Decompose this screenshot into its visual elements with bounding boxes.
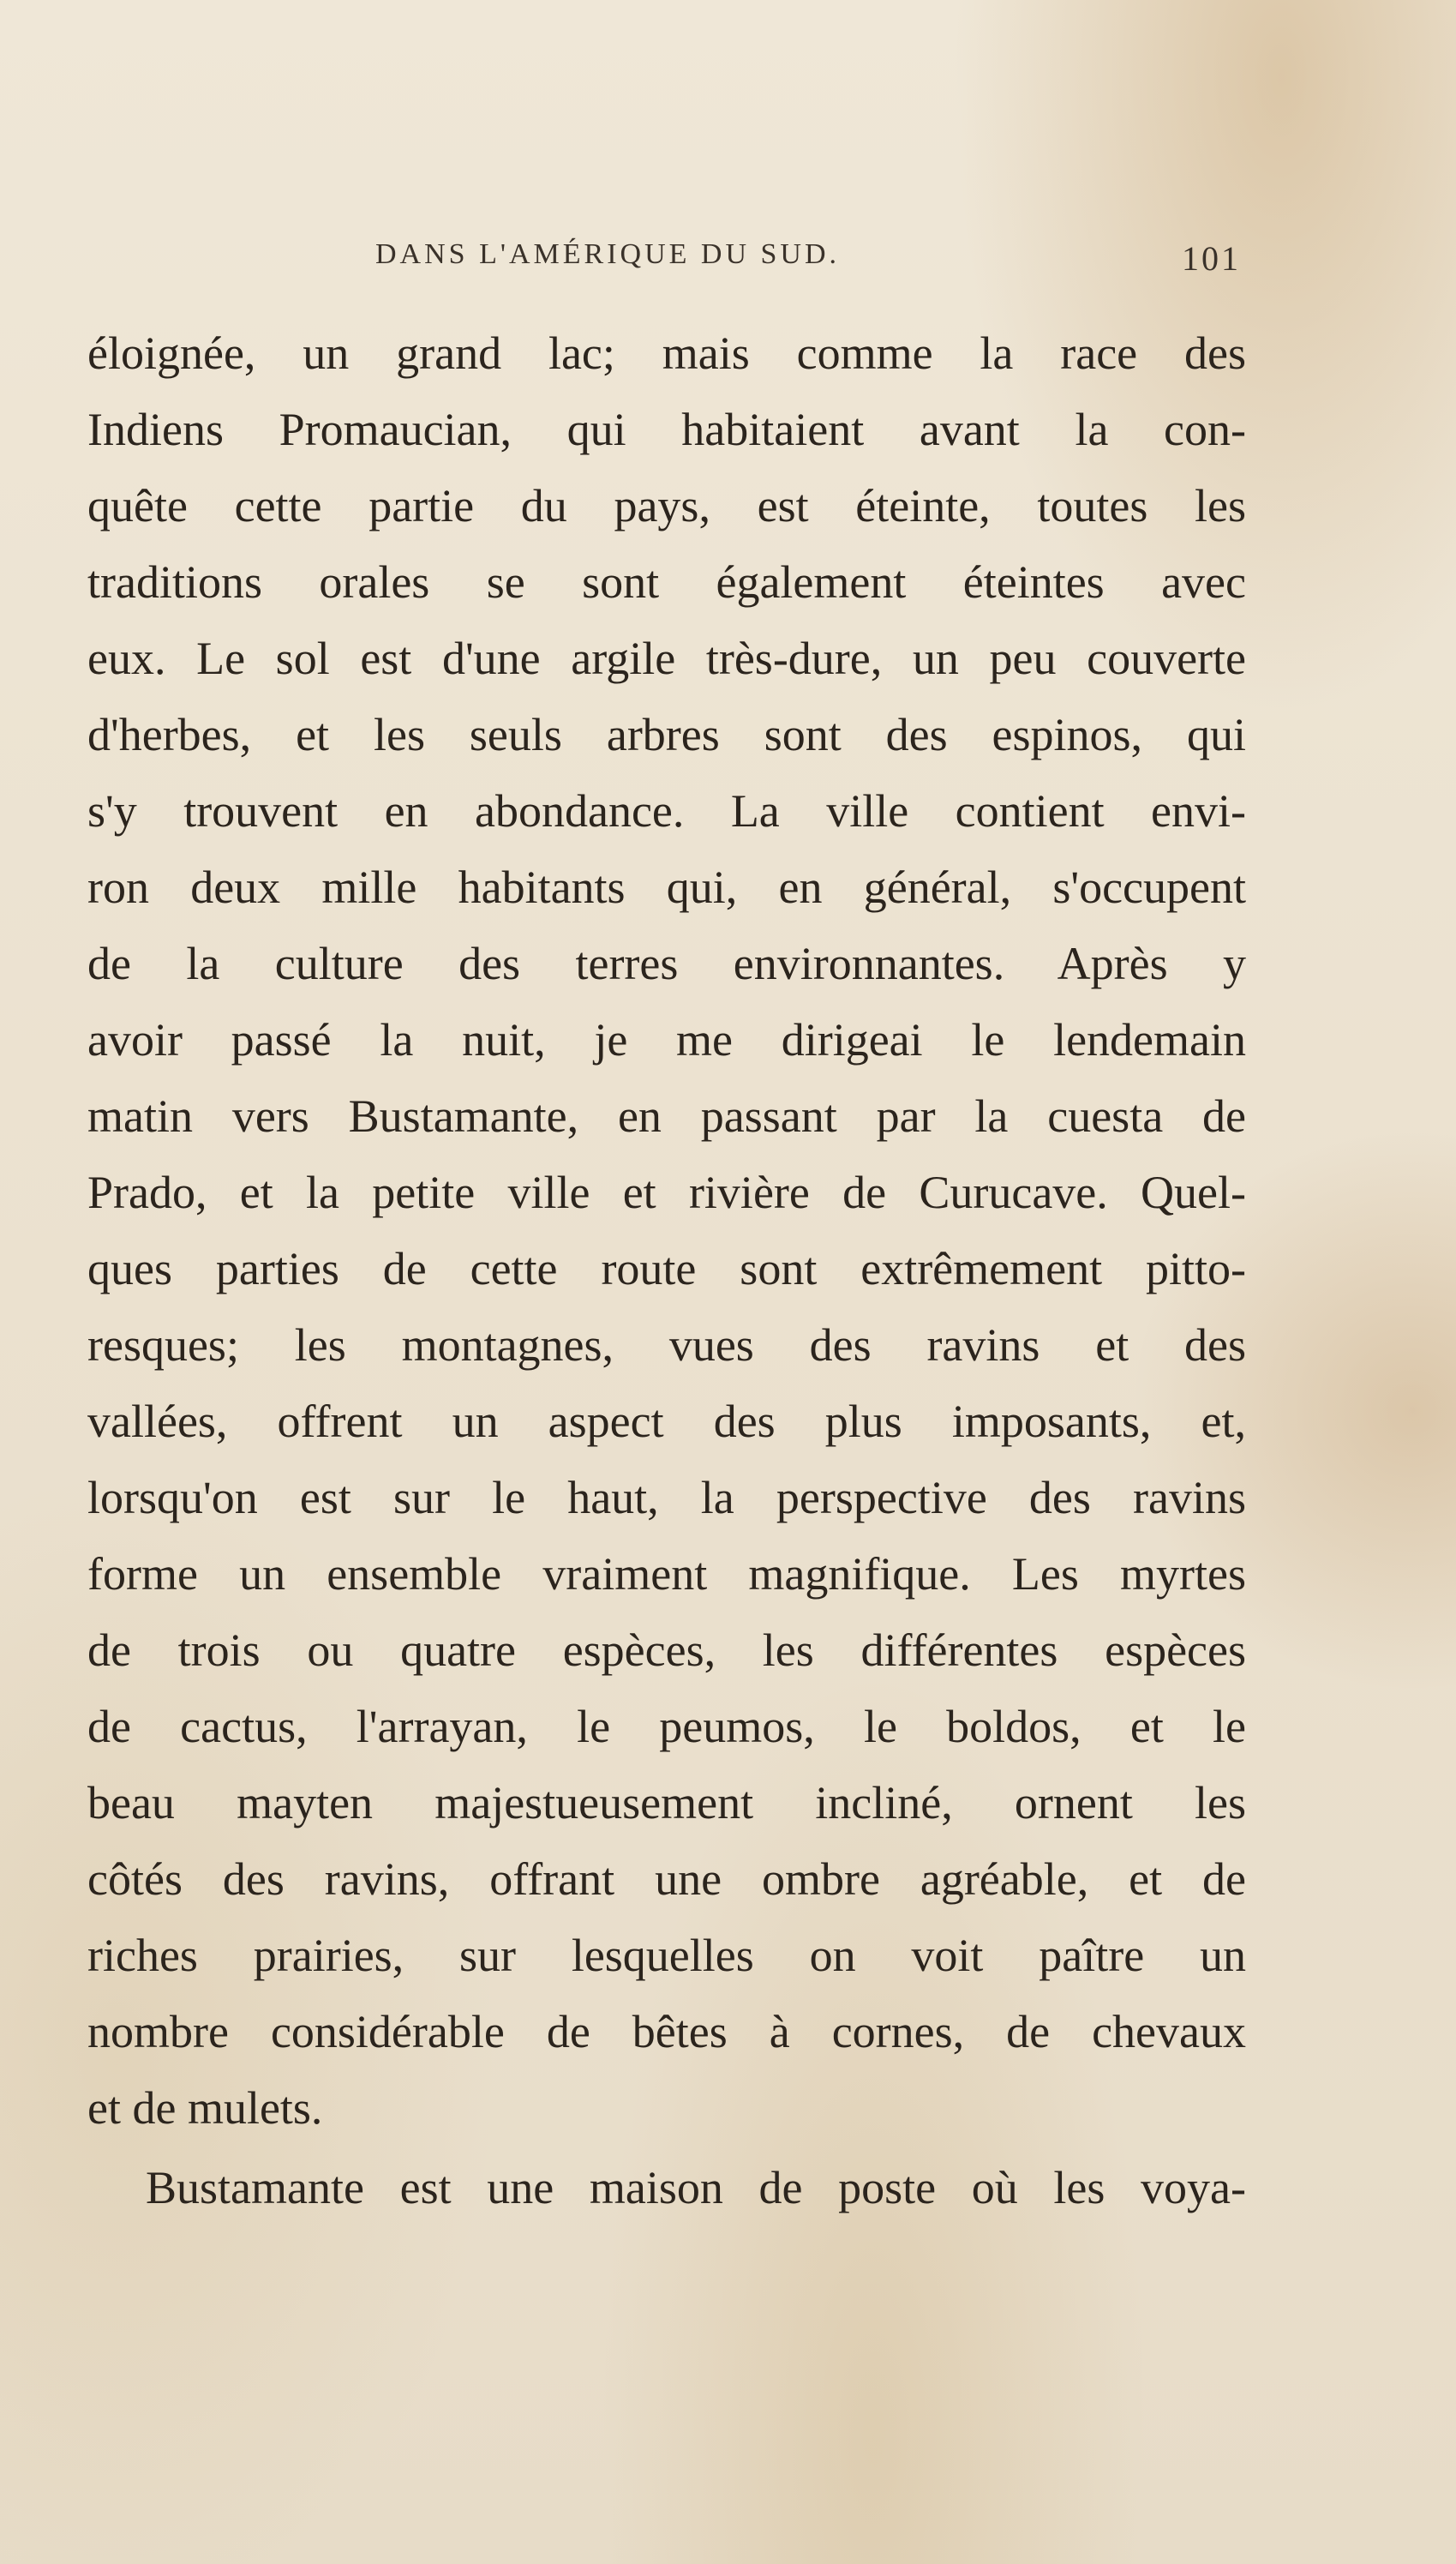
text-line: beau mayten majestueusement incliné, ornent les (87, 1777, 1246, 1828)
text-line: d'herbes, et les seuls arbres sont des espinos, qui (87, 709, 1246, 760)
text-line: nombre considérable de bêtes à cornes, de chevaux (87, 2006, 1246, 2057)
body-text (87, 315, 1246, 2226)
running-head (375, 238, 1241, 279)
text-line: s'y trouvent en abondance. La ville contient envi- (87, 785, 1246, 837)
text-line: Prado, et la petite ville et rivière de Curucave. Quel- (87, 1167, 1246, 1218)
text-line: ques parties de cette route sont extrêmement pitto- (87, 1243, 1246, 1294)
running-title: DANS L'AMÉRIQUE DU SUD. (375, 238, 841, 270)
text-line: vallées, offrent un aspect des plus imposants, et, (87, 1396, 1246, 1447)
text-line: lorsqu'on est sur le haut, la perspective des ravins (87, 1472, 1246, 1523)
text-line: traditions orales se sont également éteintes avec (87, 556, 1246, 608)
text-line: ron deux mille habitants qui, en général, s'occupent (87, 862, 1246, 913)
text-line: côtés des ravins, offrant une ombre agréable, et de (87, 1853, 1246, 1905)
text-line: éloignée, un grand lac; mais comme la race des (87, 327, 1246, 379)
text-line: riches prairies, sur lesquelles on voit paître un (87, 1930, 1246, 1981)
text-line: de la culture des terres environnantes. Après y (87, 938, 1246, 989)
text-line: Indiens Promaucian, qui habitaient avant la con- (87, 404, 1246, 455)
text-line: forme un ensemble vraiment magnifique. Les myrtes (87, 1548, 1246, 1600)
text-line-paragraph-start: Bustamante est une maison de poste où les voya- (146, 2162, 1246, 2213)
page-number: 101 (1182, 239, 1241, 278)
text-line: matin vers Bustamante, en passant par la cuesta de (87, 1090, 1246, 1142)
text-line: quête cette partie du pays, est éteinte, toutes les (87, 480, 1246, 531)
text-line-paragraph-end: et de mulets. (87, 2082, 323, 2134)
text-line: resques; les montagnes, vues des ravins et des (87, 1319, 1246, 1371)
text-line: de cactus, l'arrayan, le peumos, le boldos, et le (87, 1701, 1246, 1752)
text-line: eux. Le sol est d'une argile très-dure, un peu couverte (87, 633, 1246, 684)
text-line: de trois ou quatre espèces, les différentes espèces (87, 1624, 1246, 1676)
text-line: avoir passé la nuit, je me dirigeai le lendemain (87, 1014, 1246, 1066)
